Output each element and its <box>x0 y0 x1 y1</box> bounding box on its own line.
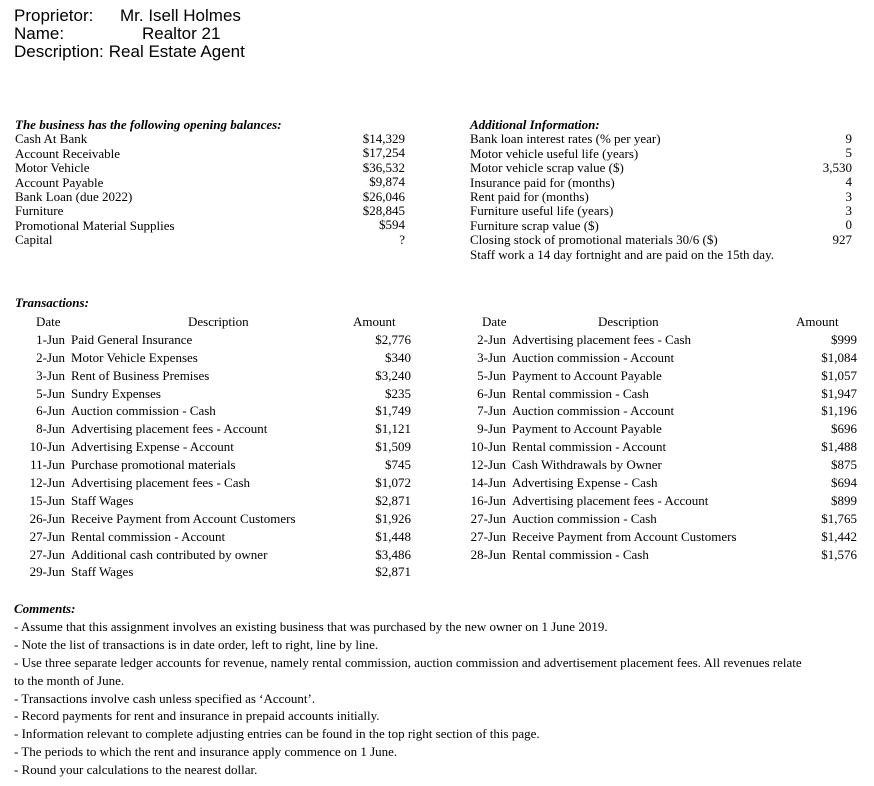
balance-value: $14,329 <box>362 131 405 146</box>
transaction-date: 1-Jun <box>36 331 65 347</box>
transaction-row <box>460 420 857 438</box>
date-header: Date <box>482 314 507 329</box>
transaction-amount: $2,776 <box>375 331 411 347</box>
transaction-amount: $1,576 <box>821 546 857 562</box>
info-value: 5 <box>845 145 852 161</box>
transaction-row <box>460 349 857 367</box>
transaction-row <box>15 563 411 581</box>
transaction-amount: $1,084 <box>821 349 857 365</box>
transaction-date: 29-Jun <box>29 564 65 580</box>
transaction-description: Advertising placement fees - Account <box>512 492 709 508</box>
transaction-description: Advertising placement fees - Cash <box>512 331 692 347</box>
balance-name: Motor Vehicle <box>15 160 90 176</box>
transaction-date: 11-Jun <box>30 457 65 473</box>
transaction-description: Motor Vehicle Expenses <box>71 349 198 365</box>
comments-section <box>14 600 814 779</box>
transaction-amount: $3,486 <box>375 546 411 562</box>
transaction-date: 10-Jun <box>29 439 65 455</box>
transaction-date: 15-Jun <box>29 492 65 508</box>
transaction-description: Auction commission - Account <box>512 349 675 365</box>
transaction-date: 27-Jun <box>470 510 506 526</box>
info-name: Closing stock of promotional materials 30/6 ($) <box>470 232 718 248</box>
transaction-description: Cash Withdrawals by Owner <box>512 457 662 473</box>
transaction-amount: $1,196 <box>821 403 857 419</box>
transaction-date: 14-Jun <box>470 475 506 491</box>
transaction-date: 12-Jun <box>29 475 65 491</box>
transaction-row <box>15 456 411 474</box>
transaction-row <box>460 331 857 349</box>
info-value: 3 <box>845 188 852 204</box>
transaction-date: 10-Jun <box>470 439 506 455</box>
transactions-left-table <box>15 313 411 581</box>
info-name: Furniture useful life (years) <box>470 203 614 219</box>
balance-name: Cash At Bank <box>15 131 88 147</box>
balance-value: $9,874 <box>369 174 405 190</box>
transaction-amount: $235 <box>385 385 411 401</box>
transaction-description: Rental commission - Cash <box>512 546 649 562</box>
transaction-row <box>460 528 857 546</box>
transactions-title: Transactions: <box>15 295 89 310</box>
additional-info-title: Additional Information: <box>470 117 600 132</box>
transaction-date: 8-Jun <box>36 421 65 437</box>
comment-line: - Round your calculations to the nearest dollar. <box>14 762 258 778</box>
staff-note: Staff work a 14 day fortnight and are paid on the 15th day. <box>470 246 774 262</box>
balance-name: Account Receivable <box>15 145 121 161</box>
transaction-date: 2-Jun <box>36 349 65 365</box>
description-header: Description <box>598 314 659 329</box>
transaction-row <box>15 349 411 367</box>
transaction-amount: $1,072 <box>375 475 411 491</box>
info-name: Rent paid for (months) <box>470 189 589 205</box>
opening-balances-names <box>15 118 282 248</box>
transaction-amount: $340 <box>385 349 411 365</box>
amount-header: Amount <box>796 314 839 329</box>
info-value: 927 <box>832 231 852 247</box>
transaction-description: Auction commission - Account <box>512 403 675 419</box>
table-header <box>460 313 857 331</box>
comment-line: - Record payments for rent and insurance in prepaid accounts initially. <box>14 708 380 724</box>
transaction-amount: $1,121 <box>375 421 411 437</box>
name-value: Realtor 21 <box>142 24 221 43</box>
comment-line: - Assume that this assignment involves an existing business that was purchased by the new owner on 1 June 2019. <box>14 618 608 634</box>
proprietor-row <box>14 7 245 25</box>
transaction-description: Sundry Expenses <box>71 385 161 401</box>
transaction-date: 5-Jun <box>477 367 506 383</box>
transaction-row <box>460 510 857 528</box>
transaction-amount: $745 <box>385 457 411 473</box>
info-name: Bank loan interest rates (% per year) <box>470 131 661 147</box>
balance-name: Furniture <box>15 203 64 219</box>
transaction-date: 16-Jun <box>470 492 506 508</box>
transaction-date: 27-Jun <box>470 528 506 544</box>
transaction-row <box>460 456 857 474</box>
balance-value: $28,845 <box>362 203 405 219</box>
proprietor-label: Proprietor: <box>14 6 94 25</box>
transaction-amount: $875 <box>831 457 857 473</box>
transaction-amount: $694 <box>831 475 857 491</box>
balance-value: $594 <box>379 217 405 233</box>
transaction-description: Payment to Account Payable <box>512 421 662 437</box>
transaction-amount: $2,871 <box>375 492 411 508</box>
transaction-amount: $1,947 <box>821 385 857 401</box>
transaction-row <box>460 492 857 510</box>
transaction-description: Payment to Account Payable <box>512 367 662 383</box>
transaction-row <box>15 492 411 510</box>
balance-value: $36,532 <box>362 159 405 175</box>
transaction-description: Paid General Insurance <box>71 331 193 347</box>
description-label: Description: <box>14 42 104 61</box>
transaction-description: Advertising placement fees - Account <box>71 421 268 437</box>
transaction-amount: $696 <box>831 421 857 437</box>
transaction-description: Rental commission - Account <box>71 528 226 544</box>
transaction-amount: $2,871 <box>375 564 411 580</box>
opening-balances-values <box>330 132 405 247</box>
transaction-description: Receive Payment from Account Customers <box>512 528 737 544</box>
transaction-date: 9-Jun <box>477 421 506 437</box>
amount-header: Amount <box>353 314 396 329</box>
transaction-description: Receive Payment from Account Customers <box>71 510 296 526</box>
transaction-row <box>460 402 857 420</box>
transaction-row <box>15 546 411 564</box>
transaction-row <box>15 331 411 349</box>
table-header <box>15 313 411 331</box>
transaction-description: Rental commission - Cash <box>512 385 649 401</box>
transaction-date: 3-Jun <box>477 349 506 365</box>
transaction-date: 7-Jun <box>477 403 506 419</box>
transaction-date: 6-Jun <box>477 385 506 401</box>
description-value: Real Estate Agent <box>108 42 245 61</box>
info-value: 3 <box>845 203 852 219</box>
business-header <box>14 7 245 61</box>
transaction-row <box>15 402 411 420</box>
balance-name: Bank Loan (due 2022) <box>15 189 133 205</box>
transaction-amount: $1,926 <box>375 510 411 526</box>
info-name: Motor vehicle scrap value ($) <box>470 160 624 176</box>
transaction-row <box>15 474 411 492</box>
comment-line: - Use three separate ledger accounts for revenue, namely rental commission, auction commission and advertisement placement fees. All revenues relate to the month of June. <box>14 654 802 688</box>
transaction-amount: $1,448 <box>375 528 411 544</box>
transaction-row <box>15 510 411 528</box>
transaction-date: 27-Jun <box>29 528 65 544</box>
transaction-date: 3-Jun <box>36 367 65 383</box>
transaction-amount: $1,509 <box>375 439 411 455</box>
transaction-date: 27-Jun <box>29 546 65 562</box>
comment-line: - The periods to which the rent and insurance apply commence on 1 June. <box>14 744 398 760</box>
name-label: Name: <box>14 24 65 43</box>
info-value: 3,530 <box>822 159 852 175</box>
transactions-right-table <box>460 313 857 563</box>
info-name: Furniture scrap value ($) <box>470 217 599 233</box>
info-value: 0 <box>845 217 852 233</box>
transaction-description: Advertising placement fees - Cash <box>71 475 251 491</box>
transaction-row <box>15 367 411 385</box>
proprietor-value: Mr. Isell Holmes <box>120 6 241 25</box>
transaction-description: Additional cash contributed by owner <box>71 546 268 562</box>
info-value: 4 <box>845 174 852 190</box>
transaction-date: 26-Jun <box>29 510 65 526</box>
transaction-description: Advertising Expense - Cash <box>512 475 658 491</box>
transaction-amount: $1,488 <box>821 439 857 455</box>
info-name: Motor vehicle useful life (years) <box>470 145 639 161</box>
transaction-row <box>15 528 411 546</box>
balance-name: Capital <box>15 232 53 248</box>
transaction-description: Advertising Expense - Account <box>71 439 234 455</box>
transaction-amount: $1,749 <box>375 403 411 419</box>
transaction-date: 12-Jun <box>470 457 506 473</box>
balance-value: $17,254 <box>362 145 405 161</box>
transaction-amount: $1,057 <box>821 367 857 383</box>
comment-line: - Note the list of transactions is in date order, left to right, line by line. <box>14 636 379 652</box>
transaction-date: 28-Jun <box>470 546 506 562</box>
comment-line: - Information relevant to complete adjusting entries can be found in the top right section of this page. <box>14 726 540 742</box>
transaction-amount: $1,442 <box>821 528 857 544</box>
opening-balances-title: The business has the following opening balances: <box>15 117 282 132</box>
date-header: Date <box>36 314 61 329</box>
info-value: 9 <box>845 131 852 146</box>
balance-name: Account Payable <box>15 174 104 190</box>
balance-value: $26,046 <box>362 188 405 204</box>
transaction-description: Rental commission - Account <box>512 439 667 455</box>
balance-name: Promotional Material Supplies <box>15 217 175 233</box>
additional-info-values <box>790 132 852 247</box>
comment-line: - Transactions involve cash unless specified as ‘Account’. <box>14 690 316 706</box>
transaction-amount: $999 <box>831 331 857 347</box>
transaction-row <box>460 546 857 564</box>
transaction-description: Rent of Business Premises <box>71 367 210 383</box>
comments-title: Comments: <box>14 601 76 616</box>
transaction-amount: $899 <box>831 492 857 508</box>
description-row <box>14 43 245 61</box>
transaction-description: Auction commission - Cash <box>512 510 657 526</box>
transaction-amount: $3,240 <box>375 367 411 383</box>
transaction-date: 5-Jun <box>36 385 65 401</box>
transaction-row <box>15 385 411 403</box>
transaction-row <box>15 420 411 438</box>
transaction-description: Staff Wages <box>71 564 134 580</box>
transaction-row <box>460 438 857 456</box>
transaction-row <box>15 438 411 456</box>
transaction-row <box>460 367 857 385</box>
transaction-date: 2-Jun <box>477 331 506 347</box>
transaction-amount: $1,765 <box>821 510 857 526</box>
transaction-description: Auction commission - Cash <box>71 403 216 419</box>
transaction-row <box>460 385 857 403</box>
transaction-date: 6-Jun <box>36 403 65 419</box>
transaction-description: Staff Wages <box>71 492 134 508</box>
transaction-row <box>460 474 857 492</box>
name-row <box>14 25 245 43</box>
balance-value: ? <box>399 231 405 247</box>
transaction-description: Purchase promotional materials <box>71 457 236 473</box>
additional-info-names <box>470 118 774 262</box>
description-header: Description <box>188 314 249 329</box>
info-name: Insurance paid for (months) <box>470 174 615 190</box>
